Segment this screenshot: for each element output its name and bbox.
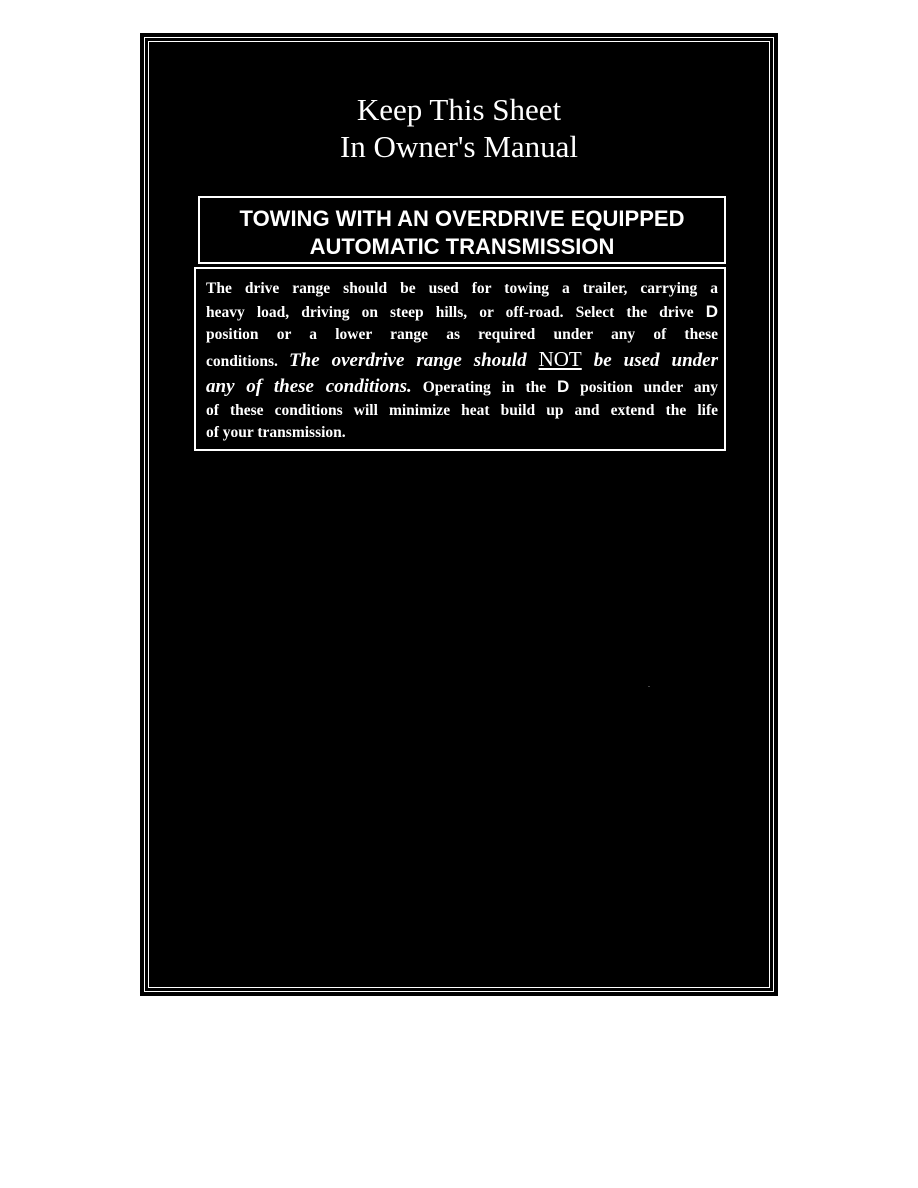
instruction-line-7: of your transmission. xyxy=(206,424,346,441)
overdrive-warning-text-end: any of these conditions. xyxy=(206,375,412,397)
instruction-line-1: The drive range should be used for towing a trailer, carrying a xyxy=(206,280,718,297)
sheet-heading-line-1: Keep This Sheet xyxy=(356,92,562,127)
instruction-line-5-text-end: position under any xyxy=(569,378,718,396)
drive-d-symbol: D xyxy=(705,301,718,321)
sheet-heading-line-2: In Owner's Manual xyxy=(339,129,579,164)
towing-title-line-2: AUTOMATIC TRANSMISSION xyxy=(309,234,615,259)
inner-frame-border xyxy=(148,41,770,988)
instruction-line-2-text: heavy load, driving on steep hills, or off-road. Select the drive xyxy=(206,303,706,321)
instruction-line-6: of these conditions will minimize heat build up and extend the life xyxy=(206,401,718,419)
overdrive-warning-text-cont: be used under xyxy=(581,349,718,371)
instruction-line-5 xyxy=(206,374,718,400)
instruction-line-2 xyxy=(206,301,718,325)
instruction-sheet xyxy=(140,33,778,996)
instruction-line-4 xyxy=(206,347,718,374)
instruction-line-4-text: conditions. xyxy=(206,352,290,370)
towing-instructions-box xyxy=(194,267,726,451)
not-emphasis: NOT xyxy=(538,346,582,371)
instruction-line-5-text: Operating in the xyxy=(411,378,557,396)
towing-title-line-1: TOWING WITH AN OVERDRIVE EQUIPPED xyxy=(239,206,685,231)
scan-speck xyxy=(648,686,650,687)
towing-title-box xyxy=(198,196,726,264)
instruction-line-3: position or a lower range as required under any of these xyxy=(206,326,718,343)
drive-d-symbol-2: D xyxy=(557,376,570,396)
overdrive-warning-text: The overdrive range should xyxy=(289,349,539,371)
